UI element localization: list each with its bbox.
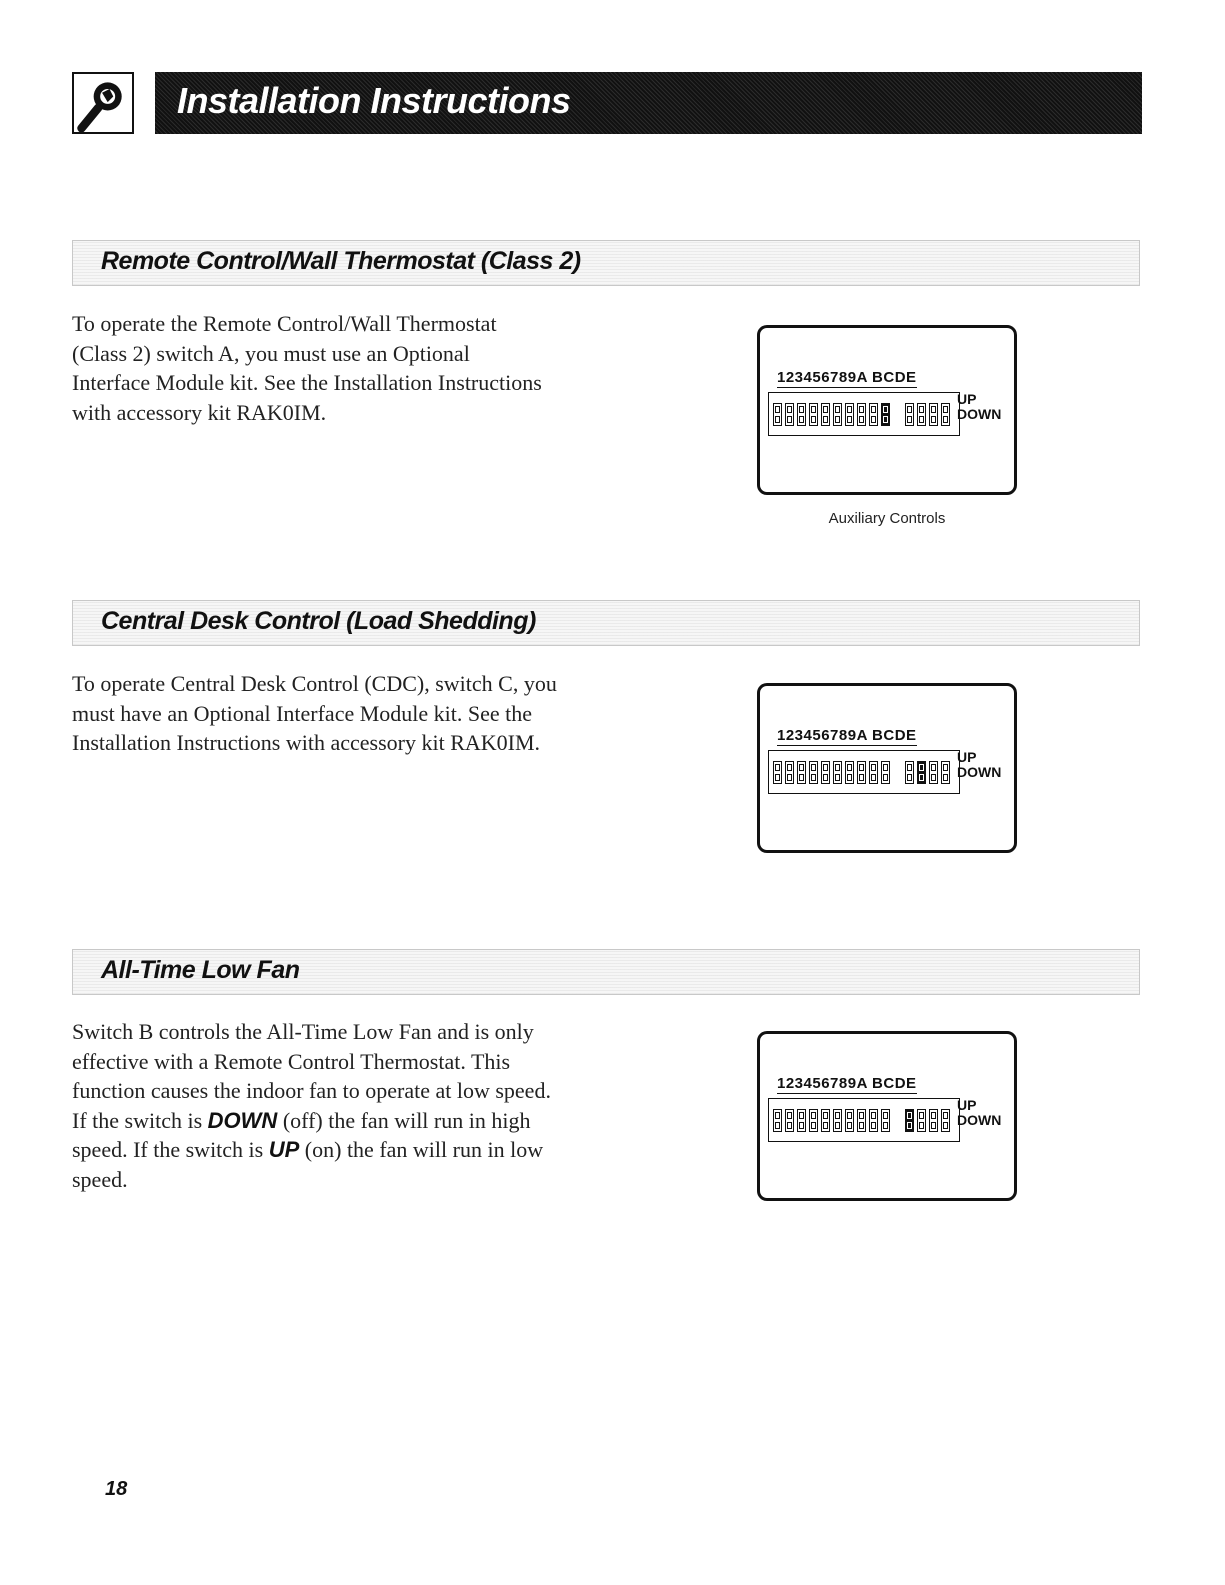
page-title: Installation Instructions: [177, 80, 571, 121]
body-text: (off) the fan will run in high speed. If the switch is: [72, 1107, 531, 1162]
section-heading-remote-control: [72, 240, 1140, 286]
down-emphasis: DOWN: [207, 1107, 278, 1133]
up-label: UP: [957, 749, 977, 765]
dip-switch-C: [917, 761, 926, 784]
dip-switch-5: [821, 761, 830, 784]
dip-switch-8: [857, 1109, 866, 1132]
dip-switch-2: [785, 1109, 794, 1132]
up-label: UP: [957, 391, 977, 407]
dip-switch-4: [809, 761, 818, 784]
dip-switch-5: [821, 1109, 830, 1132]
dip-switch-5: [821, 403, 830, 426]
dip-switch-9: [869, 1109, 878, 1132]
dip-switch-diagram-3: [757, 1031, 1017, 1201]
dip-switch-bank: [768, 1098, 960, 1142]
dip-switch-E: [941, 1109, 950, 1132]
section-heading-text: Central Desk Control (Load Shedding): [101, 607, 536, 635]
dip-switch-E: [941, 761, 950, 784]
up-down-labels: [957, 1098, 1001, 1128]
dip-switch-1: [773, 1109, 782, 1132]
up-label: UP: [957, 1097, 977, 1113]
dip-switch-6: [833, 761, 842, 784]
dip-switch-3: [797, 761, 806, 784]
section-body-all-time-low-fan: [72, 1017, 567, 1194]
dip-switch-D: [929, 403, 938, 426]
dip-switch-D: [929, 761, 938, 784]
section-body-central-desk-control: To operate Central Desk Control (CDC), switch C, you must have an Optional Interface Module kit. See the Installation Instructions with accessory kit RAK0IM.: [72, 671, 557, 755]
diagram-caption: Auxiliary Controls: [828, 510, 946, 527]
up-down-labels: [957, 392, 1001, 422]
dip-switch-1: [773, 761, 782, 784]
dip-switch-D: [929, 1109, 938, 1132]
dip-switch-E: [941, 403, 950, 426]
dip-switch-4: [809, 1109, 818, 1132]
dip-switch-2: [785, 761, 794, 784]
down-label: DOWN: [957, 406, 1002, 422]
dip-switch-bank: [768, 750, 960, 794]
dip-switch-2: [785, 403, 794, 426]
switch-numbers-label: 123456789A BCDE: [777, 727, 917, 744]
page-number: 18: [105, 1478, 128, 1500]
dip-switch-B: [905, 1109, 914, 1132]
dip-switch-3: [797, 403, 806, 426]
section-heading-central-desk-control: [72, 600, 1140, 646]
up-emphasis: UP: [268, 1137, 300, 1162]
dip-switch-C: [917, 1109, 926, 1132]
dip-switch-7: [845, 403, 854, 426]
section-body-remote-control: To operate the Remote Control/Wall Thermostat (Class 2) switch A, you must use an Optional Interface Module kit. See the Installation Instructions with accessory kit RAK0IM.: [72, 311, 542, 425]
dip-switch-diagram-1: [757, 325, 1017, 495]
dip-switch-7: [845, 761, 854, 784]
switch-numbers-label: 123456789A BCDE: [777, 1075, 917, 1092]
dip-switch-C: [917, 403, 926, 426]
dip-switch-9: [869, 761, 878, 784]
down-label: DOWN: [957, 1112, 1002, 1128]
dip-switch-diagram-2: [757, 683, 1017, 853]
dip-switch-A: [881, 1109, 890, 1132]
down-label: DOWN: [957, 764, 1002, 780]
body-text: Switch B controls the All-Time Low Fan and is only effective with a Remote Control Thermostat. This function causes the indoor fan to operate at low speed. If the switch is: [72, 1019, 551, 1133]
switch-numbers-label: 123456789A BCDE: [777, 369, 917, 386]
dip-switch-4: [809, 403, 818, 426]
title-bar: [155, 72, 1142, 134]
body-text: (on) the fan will run in low speed.: [72, 1137, 544, 1192]
wrench-icon: [74, 74, 132, 132]
dip-switch-bank: [768, 392, 960, 436]
dip-switch-3: [797, 1109, 806, 1132]
dip-switch-8: [857, 761, 866, 784]
wrench-logo-icon: [72, 72, 134, 134]
dip-switch-7: [845, 1109, 854, 1132]
dip-switch-6: [833, 1109, 842, 1132]
section-heading-text: Remote Control/Wall Thermostat (Class 2): [101, 247, 581, 275]
dip-switch-6: [833, 403, 842, 426]
dip-switch-1: [773, 403, 782, 426]
up-down-labels: [957, 750, 1001, 780]
section-heading-text: All-Time Low Fan: [101, 956, 300, 984]
dip-switch-9: [869, 403, 878, 426]
dip-switch-B: [905, 761, 914, 784]
section-heading-all-time-low-fan: [72, 949, 1140, 995]
dip-switch-A: [881, 761, 890, 784]
dip-switch-B: [905, 403, 914, 426]
dip-switch-A: [881, 403, 890, 426]
dip-switch-8: [857, 403, 866, 426]
